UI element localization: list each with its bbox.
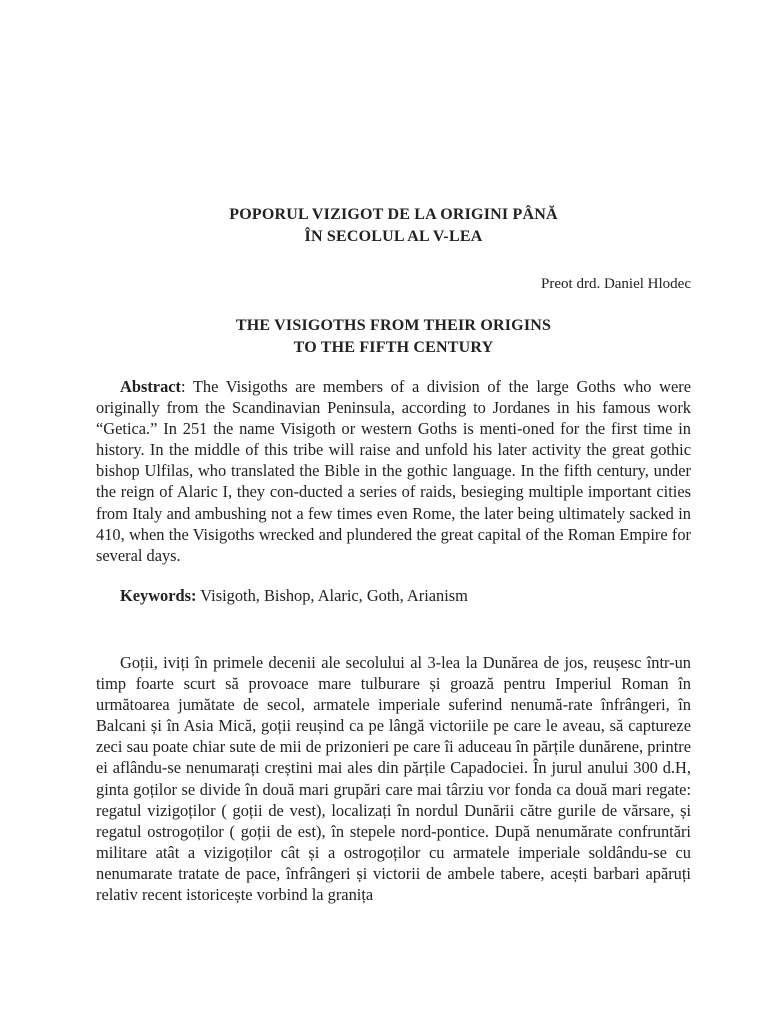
title-english-line-1: THE VISIGOTHS FROM THEIR ORIGINS (235, 317, 552, 334)
author-name: Preot drd. Daniel Hlodec (541, 276, 691, 292)
title-english (96, 315, 691, 359)
abstract-label: Abstract (120, 377, 181, 396)
abstract-paragraph (96, 376, 691, 566)
document-page (96, 0, 691, 1024)
keywords-paragraph (96, 585, 691, 606)
keywords-text: Visigoth, Bishop, Alaric, Goth, Arianism (196, 586, 468, 605)
title-english-line-2: TO THE FIFTH CENTURY (293, 339, 494, 356)
title-romanian-line-1: POPORUL VIZIGOT DE LA ORIGINI PÂNĂ (229, 206, 558, 223)
abstract-text: : The Visigoths are members of a division of the large Goths who were originally from the Scandinavian Peninsula, according to Jordanes in his famous work “Getica.” In 251 the name Visigoth or western Goths is menti-oned for the first time in history. In the middle of this tribe will raise and unfold his later activity the great gothic bishop Ulfilas, who translated the Bible in the gothic language. In the fifth century, under the reign of Alaric I, they con-ducted a series of raids, besieging multiple important cities from Italy and ambushing not a few times even Rome, the later being ultimately sacked in 410, when the Visigoths wrecked and plundered the great capital of the Roman Empire for several days. (96, 377, 691, 565)
keywords-label: Keywords: (120, 586, 197, 605)
title-romanian-line-2: ÎN SECOLUL AL V-LEA (304, 228, 483, 245)
title-romanian (96, 204, 691, 248)
body-paragraph: Goții, iviți în primele decenii ale secolului al 3-lea la Dunărea de jos, reușesc într-un timp foarte scurt să provoace mare tulburare și groază pentru Imperiul Roman în următoarea jumătate de secol, armatele imperiale suferind nenumă-rate înfrângeri, în Balcani și în Asia Mică, goții reușind ca pe lângă victoriile pe care le aveau, să captureze zeci sau poate chiar sute de mii de prizonieri pe care îi aduceau în părțile dunărene, printre ei aflându-se nenumarați creștini mai ales din părțile Capadociei. În jurul anului 300 d.H, ginta goților se divide în două mari grupări care mai târziu vor fonda ca două mari regate: regatul vizigoților ( goții de vest), localizați în nordul Dunării către gurile de vărsare, și regatul ostrogoților ( goții de est), în stepele nord-pontice. După nenumărate confruntări militare atât a vizigoților cât și a ostrogoților cu armatele imperiale soldându-se cu nenumarate tratate de pace, înfrângeri și victorii de ambele tabere, acești barbari apăruți relativ recent istoricește vorbind la granița (96, 653, 691, 905)
